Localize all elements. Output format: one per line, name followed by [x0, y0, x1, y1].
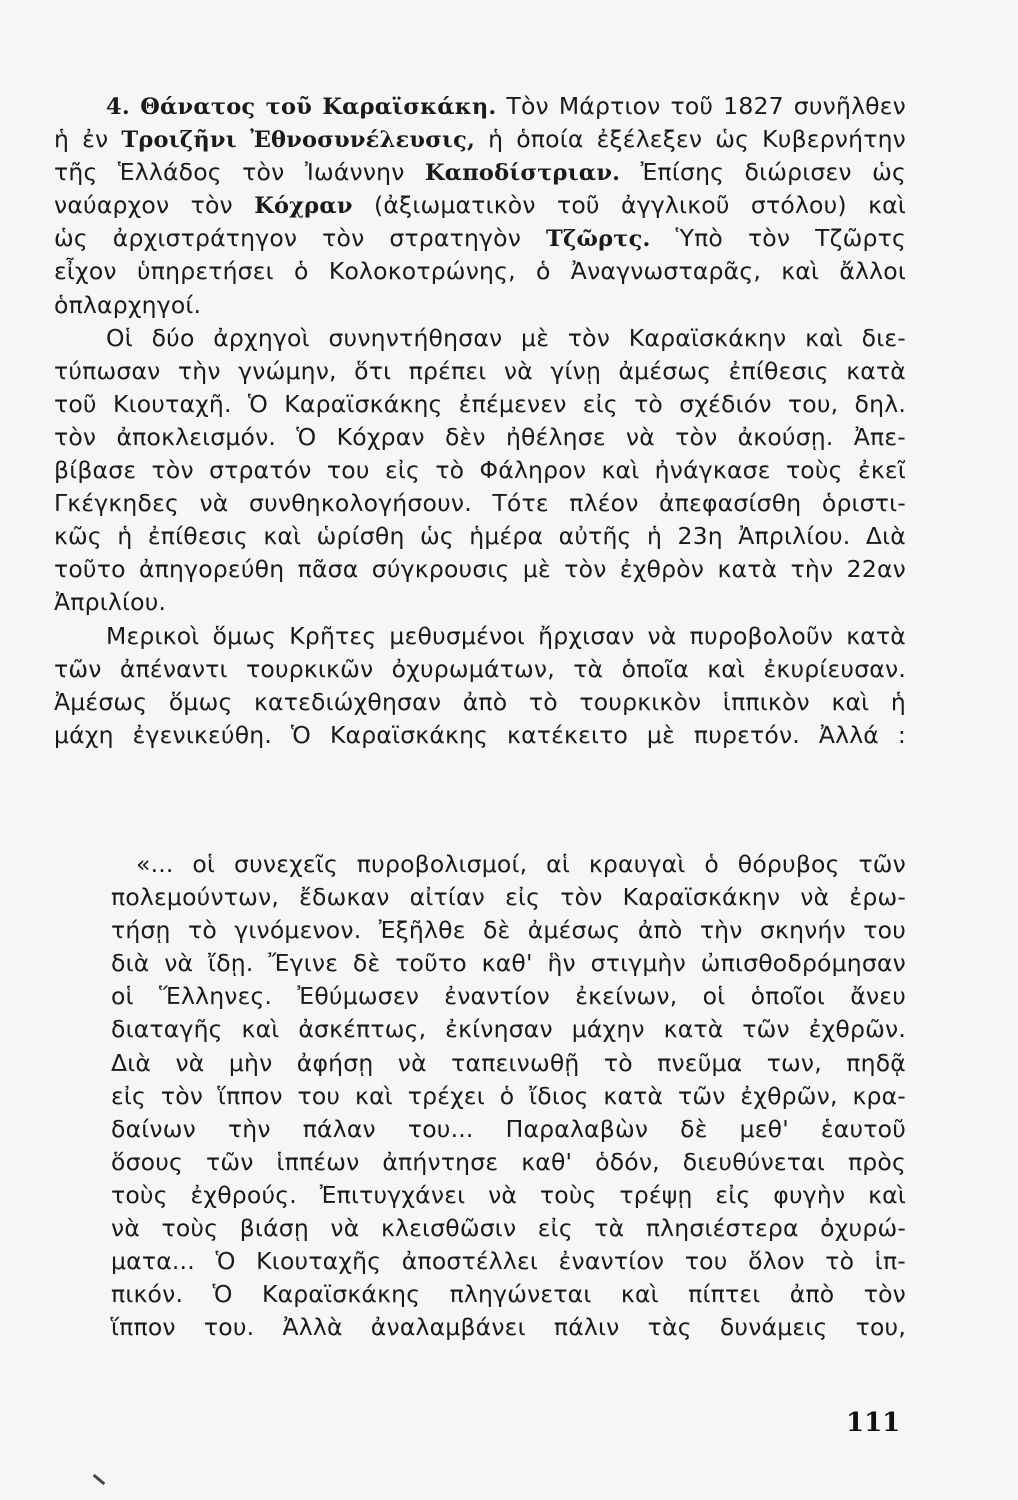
quote-line: διὰ νὰ ἴδῃ. Ἔγινε δὲ τοῦτο καθ' ἣν στιγμὴν ὠπισθοδρόμησαν	[111, 949, 906, 978]
scan-mark	[93, 1474, 106, 1485]
quote-line: ὅσους τῶν ἱππέων ἀπήντησε καθ' ὁδόν, διευθύνεται πρὸς	[111, 1147, 906, 1176]
text-line: τῶν ἀπέναντι τουρκικῶν ὀχυρωμάτων, τὰ ὁποῖα καὶ ἐκυρίευσαν.	[54, 654, 906, 683]
text-line: βίβασε τὸν στρατόν του εἰς τὸ Φάληρον καὶ ἠνάγκασε τοὺς ἐκεῖ	[54, 456, 906, 485]
quote-line: εἰς τὸν ἵππον του καὶ τρέχει ὁ ἴδιος κατὰ τῶν ἐχθρῶν, κρα-	[111, 1081, 906, 1110]
text-line: Ἀμέσως ὅμως κατεδιώχθησαν ἀπὸ τὸ τουρκικὸν ἱππικὸν καὶ ἡ	[54, 687, 906, 716]
page-number: 111	[846, 1408, 901, 1438]
quote-line: πικόν. Ὁ Καραϊσκάκης πληγώνεται καὶ πίπτει ἀπὸ τὸν	[111, 1280, 906, 1309]
text-line: Ἀπριλίου.	[54, 588, 167, 617]
text-line: ὡς ἀρχιστράτηγον τὸν στρατηγὸν Τζῶρτς. Ὑπὸ τὸν Τζῶρτς	[54, 224, 907, 253]
emphasis: Καποδίστριαν.	[424, 160, 621, 187]
text-line: ἡ ἐν Τροιζῆνι Ἐθνοσυνέλευσις, ἡ ὁποία ἐξέλεξεν ὡς Κυβερνήτην	[54, 125, 906, 154]
quote-line: ἵππον του. Ἀλλὰ ἀναλαμβάνει πάλιν τὰς δυνάμεις του,	[111, 1313, 906, 1342]
text-line: ὁπλαρχηγοί.	[54, 290, 202, 319]
quotation	[111, 848, 906, 1344]
quote-line: Διὰ νὰ μὴν ἀφήσῃ νὰ ταπεινωθῇ τὸ πνεῦμα των, πηδᾷ	[111, 1048, 906, 1077]
text-line: τῆς Ἑλλάδος τὸν Ἰωάννην Καποδίστριαν. Ἐπίσης διώρισεν ὡς	[54, 158, 906, 187]
section-heading: 4. Θάνατος τοῦ Καραϊσκάκη.	[106, 94, 497, 120]
text-line: κῶς ἡ ἐπίθεσις καὶ ὡρίσθη ὡς ἡμέρα αὐτῆς ἡ 23η Ἀπριλίου. Διὰ	[54, 522, 906, 551]
emphasis: Τροιζῆνι Ἐθνοσυνέλευσις,	[121, 127, 476, 154]
text-line: Μερικοὶ ὅμως Κρῆτες μεθυσμένοι ἤρχισαν νὰ πυροβολοῦν κατὰ	[106, 621, 906, 650]
text-line: τὸν ἀποκλεισμόν. Ὁ Κόχραν δὲν ἠθέλησε νὰ τὸν ἀκούσῃ. Ἀπε-	[54, 422, 906, 451]
main-text	[54, 90, 906, 752]
emphasis: Κόχραν	[254, 193, 353, 220]
text-line: μάχη ἐγενικεύθη. Ὁ Καραϊσκάκης κατέκειτο μὲ πυρετόν. Ἀλλά :	[54, 720, 906, 749]
text-line: τοῦ Κιουταχῆ. Ὁ Καραϊσκάκης ἐπέμενεν εἰς τὸ σχέδιόν του, δηλ.	[54, 389, 906, 418]
quote-line: ματα... Ὁ Κιουταχῆς ἀποστέλλει ἐναντίον του ὅλον τὸ ἱπ-	[111, 1247, 906, 1276]
text-line: τύπωσαν τὴν γνώμην, ὅτι πρέπει νὰ γίνῃ ἀμέσως ἐπίθεσις κατὰ	[54, 356, 906, 385]
text-line: Οἱ δύο ἀρχηγοὶ συνηντήθησαν μὲ τὸν Καραϊσκάκην καὶ διε-	[106, 323, 906, 352]
text-line: ναύαρχον τὸν Κόχραν (ἀξιωματικὸν τοῦ ἀγγλικοῦ στόλου) καὶ	[54, 191, 907, 220]
quote-line: δαίνων τὴν πάλαν του... Παραλαβὼν δὲ μεθ' ἑαυτοῦ	[111, 1114, 906, 1143]
quote-line: «... οἱ συνεχεῖς πυροβολισμοί, αἱ κραυγαὶ ὁ θόρυβος τῶν	[136, 850, 906, 878]
quote-line: διαταγῆς καὶ ἀσκέπτως, ἐκίνησαν μάχην κατὰ τῶν ἐχθρῶν.	[111, 1015, 906, 1044]
emphasis: Τζῶρτς.	[546, 226, 651, 253]
text-line: τοῦτο ἀπηγορεύθη πᾶσα σύγκρουσις μὲ τὸν ἐχθρὸν κατὰ τὴν 22αν	[54, 555, 906, 584]
quote-line: τοὺς ἐχθρούς. Ἐπιτυγχάνει νὰ τοὺς τρέψῃ εἰς φυγὴν καὶ	[111, 1180, 906, 1209]
quote-line: νὰ τοὺς βιάσῃ νὰ κλεισθῶσιν εἰς τὰ πλησιέστερα ὀχυρώ-	[111, 1214, 906, 1243]
text-line: εἶχον ὑπηρετήσει ὁ Κολοκοτρώνης, ὁ Ἀναγνωσταρᾶς, καὶ ἄλλοι	[54, 257, 906, 286]
quote-line: τήσῃ τὸ γινόμενον. Ἐξῆλθε δὲ ἀμέσως ἀπὸ τὴν σκηνήν του	[111, 916, 906, 945]
text-line: Γκέγκηδες νὰ συνθηκολογήσουν. Τότε πλέον ἀπεφασίσθη ὁριστι-	[54, 489, 906, 518]
quote-line: οἱ Ἕλληνες. Ἐθύμωσεν ἐναντίον ἐκείνων, οἱ ὁποῖοι ἄνευ	[111, 982, 906, 1011]
text-line: 4. Θάνατος τοῦ Καραϊσκάκη. Τὸν Μάρτιον τοῦ 1827 συνῆλθεν	[106, 92, 906, 120]
quote-line: πολεμούντων, ἔδωκαν αἰτίαν εἰς τὸν Καραϊσκάκην νὰ ἐρω-	[111, 883, 906, 912]
